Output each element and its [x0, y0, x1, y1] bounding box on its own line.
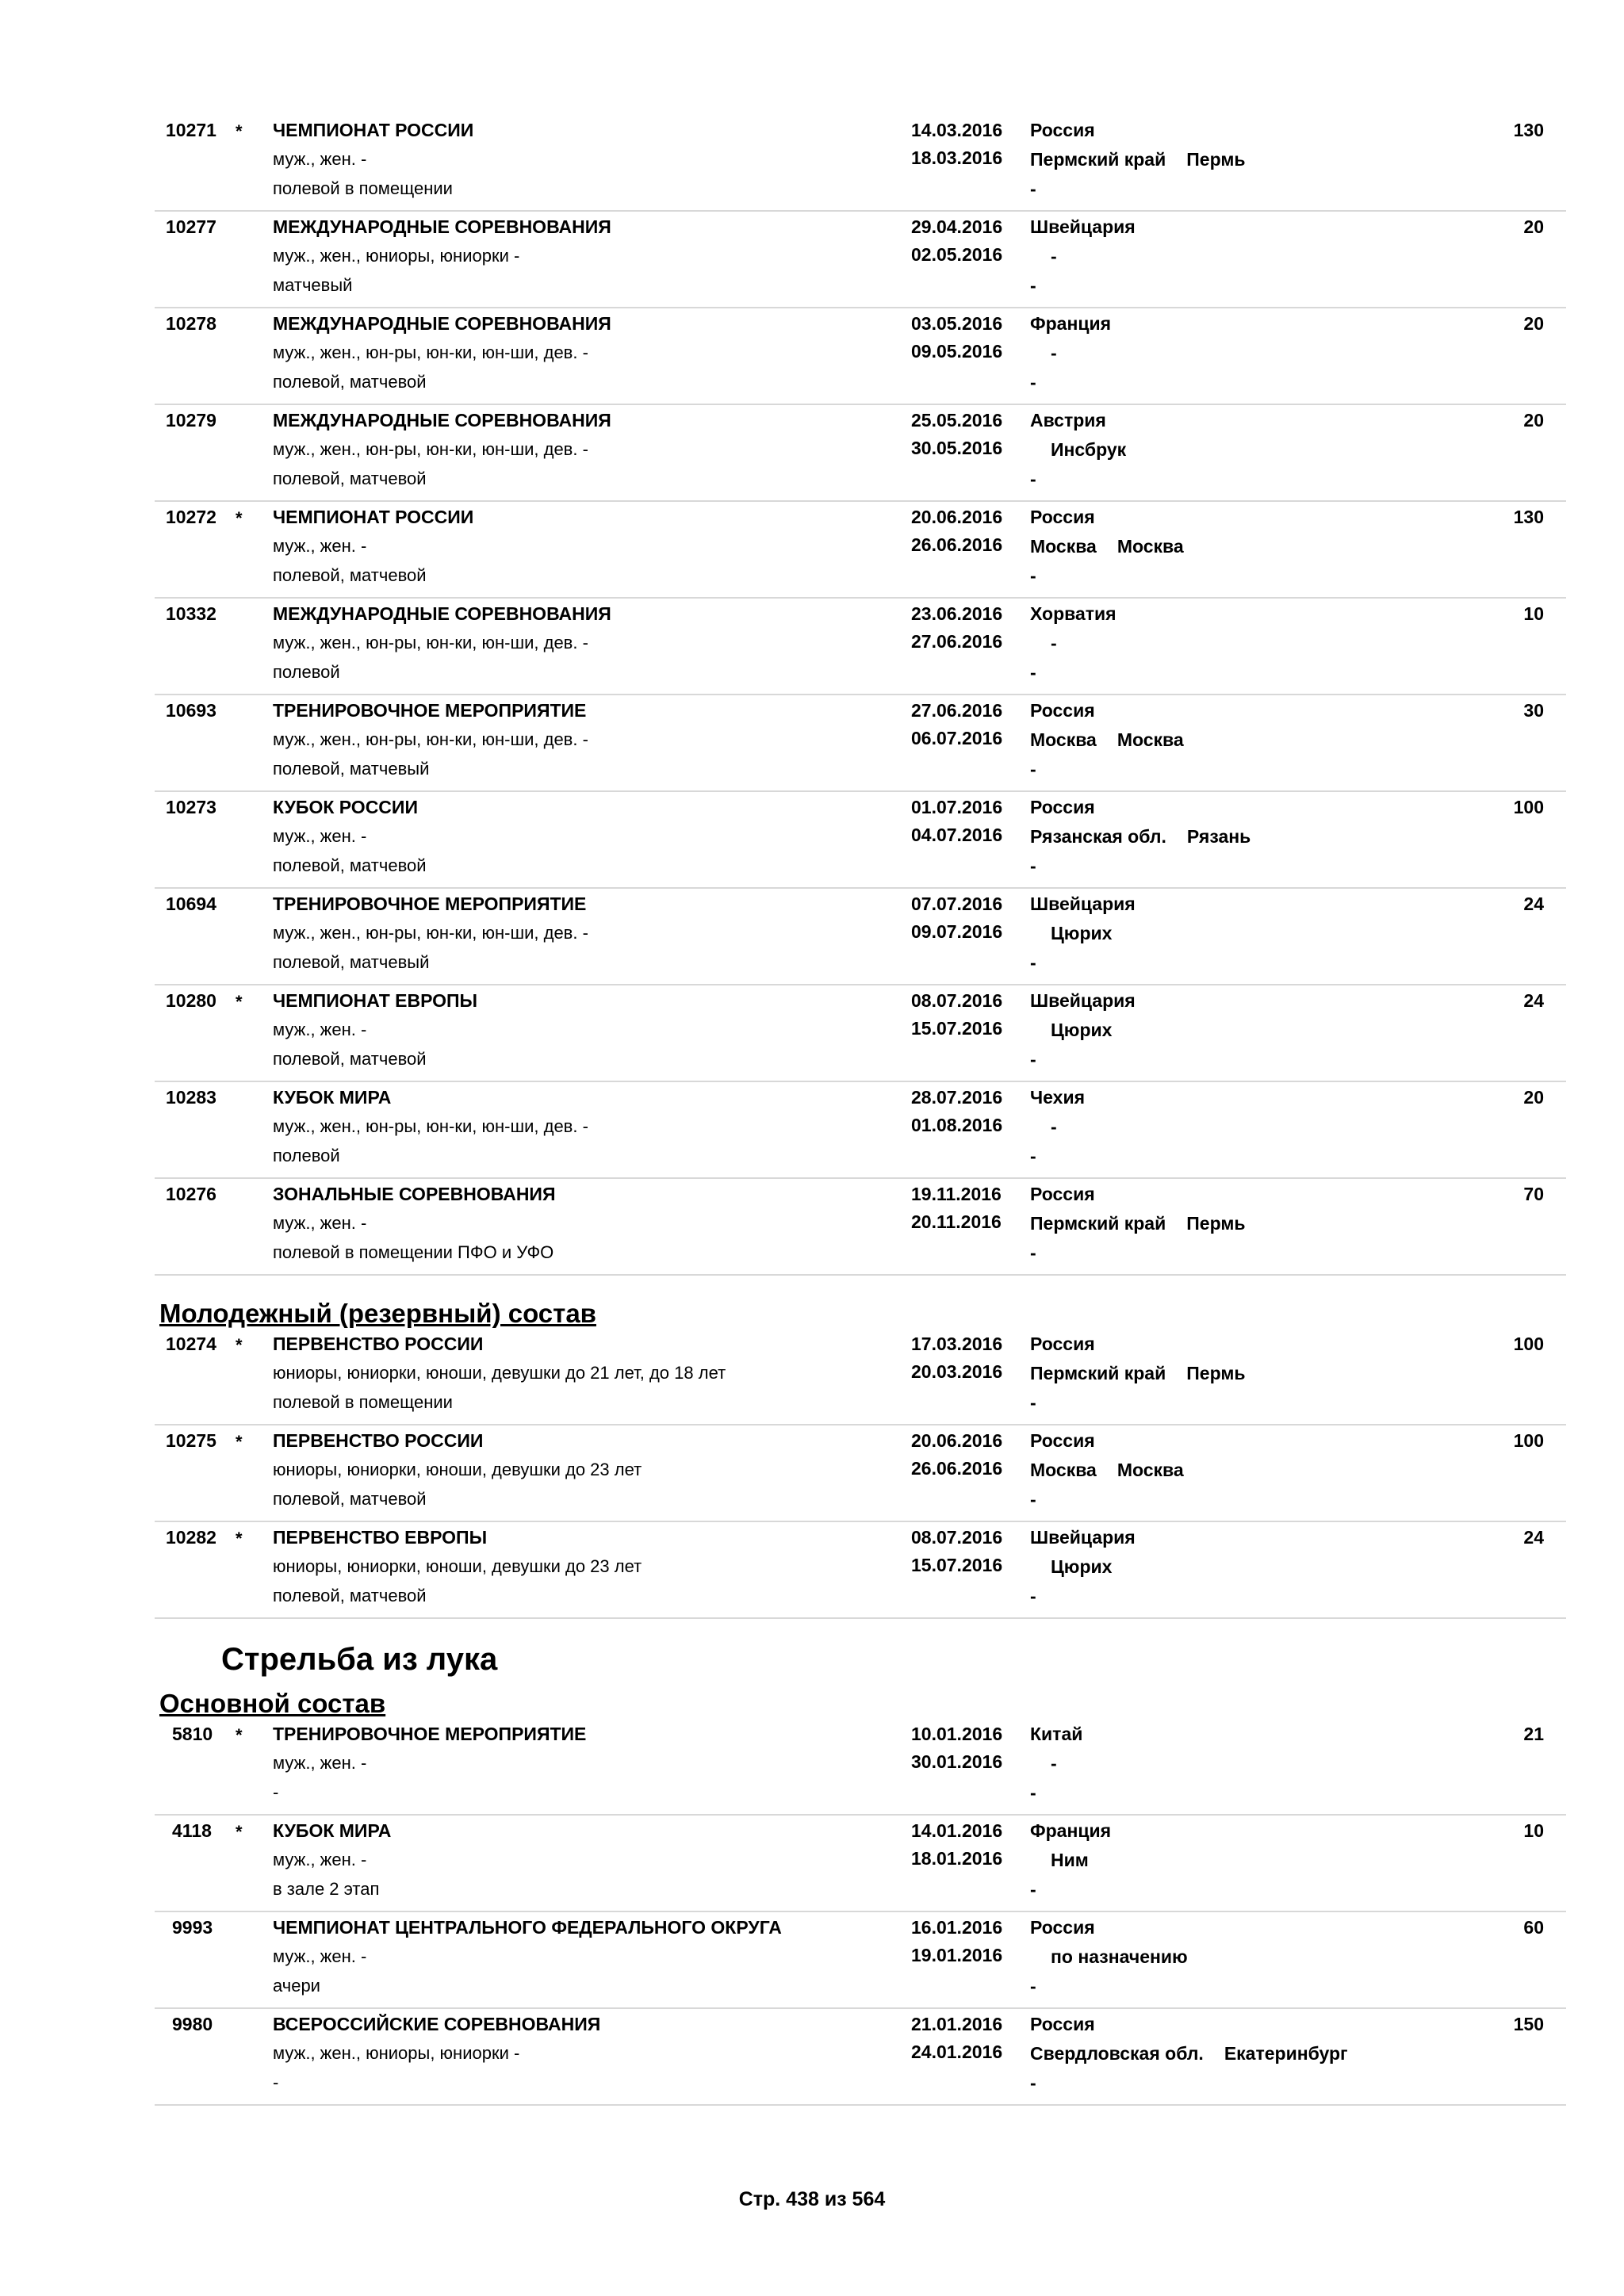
event-location	[1030, 439, 1126, 461]
participant-count: 70	[1523, 1184, 1544, 1204]
date-end: 18.01.2016	[911, 1848, 1003, 1869]
priority-mark: *	[236, 1822, 243, 1842]
event-city: Цюрих	[1051, 923, 1113, 943]
event-region: Пермский край	[1030, 1363, 1166, 1383]
event-discipline: матчевый	[273, 275, 353, 295]
event-city: Москва	[1116, 729, 1184, 750]
date-end: 01.08.2016	[911, 1115, 1003, 1135]
event-country: Россия	[1030, 1917, 1095, 1938]
event-number: 10693	[166, 700, 216, 721]
priority-mark: *	[236, 1432, 243, 1452]
event-entry	[155, 1329, 1566, 1425]
event-country: Швейцария	[1030, 894, 1136, 914]
event-country: Франция	[1030, 313, 1112, 334]
event-venue: -	[1030, 178, 1036, 199]
event-name: МЕЖДУНАРОДНЫЕ СОРЕВНОВАНИЯ	[273, 216, 611, 237]
event-country: Россия	[1030, 797, 1095, 817]
event-number: 10271	[166, 120, 216, 140]
event-number: 10276	[166, 1184, 216, 1204]
event-category: муж., жен., юн-ры, юн-ки, юн-ши, дев. -	[273, 1116, 588, 1136]
event-city: по назначению	[1051, 1946, 1188, 1967]
event-location	[1030, 1213, 1245, 1234]
date-start: 16.01.2016	[911, 1917, 1003, 1938]
event-category: муж., жен. -	[273, 826, 367, 846]
participant-count: 20	[1523, 1087, 1544, 1108]
event-category: муж., жен. -	[273, 1213, 367, 1233]
date-end: 30.05.2016	[911, 438, 1003, 458]
priority-mark: *	[236, 508, 243, 528]
participant-count: 20	[1523, 216, 1544, 237]
event-city: Пермь	[1186, 149, 1246, 170]
date-start: 14.03.2016	[911, 120, 1003, 140]
date-start: 23.06.2016	[911, 603, 1003, 624]
event-number: 10282	[166, 1527, 216, 1548]
event-region: Москва	[1030, 536, 1097, 557]
participant-count: 20	[1523, 410, 1544, 430]
event-city: Пермь	[1186, 1213, 1246, 1234]
event-entry	[155, 212, 1566, 308]
event-category: муж., жен. -	[273, 1753, 367, 1773]
event-discipline: полевой в помещении ПФО и УФО	[273, 1242, 554, 1262]
event-location	[1030, 536, 1184, 557]
event-country: Китай	[1030, 1724, 1083, 1744]
event-country: Франция	[1030, 1820, 1112, 1841]
event-number: 10274	[166, 1334, 216, 1354]
section-subheading: Молодежный (резервный) состав	[159, 1299, 596, 1328]
date-start: 14.01.2016	[911, 1820, 1003, 1841]
date-start: 08.07.2016	[911, 1527, 1003, 1548]
event-category: юниоры, юниорки, юноши, девушки до 23 лет	[273, 1460, 642, 1479]
event-category: муж., жен. -	[273, 1020, 367, 1039]
event-name: МЕЖДУНАРОДНЫЕ СОРЕВНОВАНИЯ	[273, 313, 611, 334]
event-category: муж., жен., юн-ры, юн-ки, юн-ши, дев. -	[273, 633, 588, 652]
event-number: 10275	[166, 1430, 216, 1451]
participant-count: 24	[1523, 1527, 1544, 1548]
event-discipline: полевой, матчевой	[273, 469, 427, 488]
event-region: Пермский край	[1030, 1213, 1166, 1234]
date-end: 27.06.2016	[911, 631, 1003, 652]
event-discipline: -	[273, 1782, 279, 1802]
event-discipline: полевой, матчевой	[273, 1489, 427, 1509]
event-country: Хорватия	[1030, 603, 1116, 624]
event-number: 4118	[172, 1820, 212, 1841]
event-name: ЧЕМПИОНАТ РОССИИ	[273, 120, 474, 140]
date-end: 02.05.2016	[911, 244, 1003, 265]
event-location	[1030, 1020, 1112, 1041]
event-venue: -	[1030, 662, 1036, 683]
event-discipline: полевой, матчевой	[273, 1586, 427, 1605]
date-start: 20.06.2016	[911, 1430, 1003, 1451]
event-venue: -	[1030, 855, 1036, 876]
section-subheading: Основной состав	[159, 1689, 386, 1718]
participant-count: 130	[1513, 120, 1544, 140]
event-venue: -	[1030, 1049, 1036, 1070]
event-category: муж., жен. -	[273, 149, 367, 169]
event-name: КУБОК МИРА	[273, 1087, 392, 1108]
event-venue: -	[1030, 1489, 1036, 1510]
event-venue: -	[1030, 372, 1036, 392]
date-end: 30.01.2016	[911, 1751, 1003, 1772]
event-name: ЧЕМПИОНАТ РОССИИ	[273, 507, 474, 527]
event-entry	[155, 308, 1566, 405]
event-discipline: полевой, матчевой	[273, 1049, 427, 1069]
event-location	[1030, 2043, 1348, 2064]
event-number: 10273	[166, 797, 216, 817]
event-discipline: -	[273, 2072, 279, 2092]
date-start: 21.01.2016	[911, 2014, 1003, 2034]
event-number: 10332	[166, 603, 216, 624]
event-country: Россия	[1030, 1430, 1095, 1451]
event-venue: -	[1030, 275, 1036, 296]
event-name: ПЕРВЕНСТВО ЕВРОПЫ	[273, 1527, 488, 1548]
event-venue: -	[1030, 1242, 1036, 1263]
event-country: Швейцария	[1030, 216, 1136, 237]
event-entry	[155, 405, 1566, 502]
event-name: ТРЕНИРОВОЧНОЕ МЕРОПРИЯТИЕ	[273, 894, 587, 914]
event-entry	[155, 115, 1566, 212]
event-entry	[155, 1082, 1566, 1179]
event-city: Ним	[1051, 1850, 1089, 1870]
event-region: Москва	[1030, 1460, 1097, 1480]
date-start: 27.06.2016	[911, 700, 1003, 721]
participant-count: 20	[1523, 313, 1544, 334]
event-region: Рязанская обл.	[1030, 826, 1166, 847]
event-entry	[155, 1179, 1566, 1276]
event-discipline: полевой, матчевой	[273, 855, 427, 875]
event-venue: -	[1030, 565, 1036, 586]
event-location	[1030, 1363, 1245, 1384]
page-number: Стр. 438 из 564	[738, 2188, 886, 2210]
event-city: -	[1051, 1753, 1057, 1774]
event-entry	[155, 1912, 1566, 2009]
priority-mark: *	[236, 121, 243, 141]
event-location	[1030, 246, 1057, 267]
event-city: -	[1051, 246, 1057, 266]
participant-count: 21	[1523, 1724, 1544, 1744]
event-venue: -	[1030, 1976, 1036, 1996]
event-name: ВСЕРОССИЙСКИЕ СОРЕВНОВАНИЯ	[273, 2014, 601, 2034]
event-city: Пермь	[1186, 1363, 1246, 1383]
participant-count: 100	[1513, 1430, 1544, 1451]
date-end: 15.07.2016	[911, 1555, 1003, 1575]
event-entry	[155, 599, 1566, 695]
event-number: 10694	[166, 894, 216, 914]
event-entry	[155, 1425, 1566, 1522]
priority-mark: *	[236, 1725, 243, 1745]
event-discipline: полевой	[273, 1146, 340, 1165]
event-name: ЧЕМПИОНАТ ЕВРОПЫ	[273, 990, 478, 1011]
priority-mark: *	[236, 1335, 243, 1355]
event-city: -	[1051, 633, 1057, 653]
event-location	[1030, 149, 1245, 170]
event-entry	[155, 1816, 1566, 1912]
event-discipline: в зале 2 этап	[273, 1879, 380, 1899]
event-discipline: полевой, матчевый	[273, 759, 430, 779]
event-category: юниоры, юниорки, юноши, девушки до 23 лет	[273, 1556, 642, 1576]
event-category: муж., жен. -	[273, 1850, 367, 1869]
event-venue: -	[1030, 759, 1036, 779]
date-end: 19.01.2016	[911, 1945, 1003, 1965]
event-number: 9980	[172, 2014, 213, 2034]
participant-count: 30	[1523, 700, 1544, 721]
date-end: 09.07.2016	[911, 921, 1003, 942]
event-city: -	[1051, 342, 1057, 363]
event-discipline: полевой, матчевой	[273, 565, 427, 585]
event-number: 10283	[166, 1087, 216, 1108]
event-entry	[155, 792, 1566, 889]
event-region: Свердловская обл.	[1030, 2043, 1204, 2064]
event-country: Швейцария	[1030, 1527, 1136, 1548]
event-number: 10277	[166, 216, 216, 237]
date-end: 04.07.2016	[911, 825, 1003, 845]
date-end: 26.06.2016	[911, 1458, 1003, 1479]
event-number: 10272	[166, 507, 216, 527]
event-category: муж., жен. -	[273, 536, 367, 556]
event-discipline: полевой, матчевой	[273, 372, 427, 392]
participant-count: 100	[1513, 797, 1544, 817]
participant-count: 10	[1523, 1820, 1544, 1841]
event-location	[1030, 1556, 1112, 1578]
event-country: Австрия	[1030, 410, 1106, 430]
date-end: 06.07.2016	[911, 728, 1003, 748]
event-country: Чехия	[1030, 1087, 1085, 1108]
event-country: Россия	[1030, 507, 1095, 527]
date-start: 17.03.2016	[911, 1334, 1003, 1354]
event-category: муж., жен., юниоры, юниорки -	[273, 2043, 520, 2063]
date-start: 10.01.2016	[911, 1724, 1003, 1744]
event-name: ЧЕМПИОНАТ ЦЕНТРАЛЬНОГО ФЕДЕРАЛЬНОГО ОКРУГА	[273, 1917, 782, 1938]
event-category: юниоры, юниорки, юноши, девушки до 21 лет, до 18 лет	[273, 1363, 726, 1383]
event-entry	[155, 2009, 1566, 2106]
event-location	[1030, 1946, 1188, 1968]
event-name: ТРЕНИРОВОЧНОЕ МЕРОПРИЯТИЕ	[273, 700, 587, 721]
event-country: Россия	[1030, 1334, 1095, 1354]
event-venue: -	[1030, 1879, 1036, 1900]
date-start: 25.05.2016	[911, 410, 1003, 430]
event-discipline: полевой	[273, 662, 340, 682]
event-city: Цюрих	[1051, 1020, 1113, 1040]
event-country: Россия	[1030, 700, 1095, 721]
date-start: 07.07.2016	[911, 894, 1003, 914]
date-start: 08.07.2016	[911, 990, 1003, 1011]
event-name: МЕЖДУНАРОДНЫЕ СОРЕВНОВАНИЯ	[273, 603, 611, 624]
event-name: КУБОК МИРА	[273, 1820, 392, 1841]
event-location	[1030, 633, 1057, 654]
participant-count: 24	[1523, 894, 1544, 914]
event-city: Инсбрук	[1051, 439, 1127, 460]
event-region: Пермский край	[1030, 149, 1166, 170]
date-end: 26.06.2016	[911, 534, 1003, 555]
event-number: 9993	[172, 1917, 213, 1938]
event-category: муж., жен., юн-ры, юн-ки, юн-ши, дев. -	[273, 923, 588, 943]
date-end: 20.03.2016	[911, 1361, 1003, 1382]
event-name: КУБОК РОССИИ	[273, 797, 418, 817]
event-number: 10278	[166, 313, 216, 334]
event-country: Россия	[1030, 1184, 1095, 1204]
participant-count: 10	[1523, 603, 1544, 624]
event-city: Рязань	[1186, 826, 1251, 847]
date-start: 01.07.2016	[911, 797, 1003, 817]
event-location	[1030, 1850, 1089, 1871]
date-end: 09.05.2016	[911, 341, 1003, 362]
event-venue: -	[1030, 1392, 1036, 1413]
event-discipline: полевой в помещении	[273, 1392, 453, 1412]
event-number: 5810	[172, 1724, 213, 1744]
event-city: Москва	[1116, 1460, 1184, 1480]
priority-mark: *	[236, 992, 243, 1012]
event-entry	[155, 1719, 1566, 1816]
event-location	[1030, 923, 1112, 944]
participant-count: 60	[1523, 1917, 1544, 1938]
event-venue: -	[1030, 469, 1036, 489]
event-city: -	[1051, 1116, 1057, 1137]
event-name: ТРЕНИРОВОЧНОЕ МЕРОПРИЯТИЕ	[273, 1724, 587, 1744]
event-name: МЕЖДУНАРОДНЫЕ СОРЕВНОВАНИЯ	[273, 410, 611, 430]
event-discipline: полевой в помещении	[273, 178, 453, 198]
event-entry	[155, 985, 1566, 1082]
event-entry	[155, 695, 1566, 792]
event-region: Москва	[1030, 729, 1097, 750]
event-name: ЗОНАЛЬНЫЕ СОРЕВНОВАНИЯ	[273, 1184, 556, 1204]
sport-heading: Стрельба из лука	[221, 1642, 498, 1677]
event-location	[1030, 342, 1057, 364]
event-number: 10280	[166, 990, 216, 1011]
event-entry	[155, 502, 1566, 599]
event-venue: -	[1030, 1782, 1036, 1803]
event-venue: -	[1030, 1586, 1036, 1606]
event-location	[1030, 1753, 1057, 1774]
event-category: муж., жен. -	[273, 1946, 367, 1966]
event-city: Москва	[1116, 536, 1184, 557]
event-location	[1030, 1460, 1184, 1481]
event-venue: -	[1030, 1146, 1036, 1166]
date-end: 18.03.2016	[911, 147, 1003, 168]
event-number: 10279	[166, 410, 216, 430]
event-name: ПЕРВЕНСТВО РОССИИ	[273, 1430, 484, 1451]
participant-count: 100	[1513, 1334, 1544, 1354]
event-location	[1030, 729, 1184, 751]
event-discipline: полевой, матчевый	[273, 952, 430, 972]
event-country: Россия	[1030, 2014, 1095, 2034]
event-venue: -	[1030, 2072, 1036, 2093]
event-entry	[155, 1522, 1566, 1619]
date-end: 20.11.2016	[911, 1211, 1002, 1232]
event-category: муж., жен., юн-ры, юн-ки, юн-ши, дев. -	[273, 729, 588, 749]
event-category: муж., жен., юн-ры, юн-ки, юн-ши, дев. -	[273, 439, 588, 459]
event-location	[1030, 826, 1251, 848]
participant-count: 130	[1513, 507, 1544, 527]
event-country: Россия	[1030, 120, 1095, 140]
event-category: муж., жен., юниоры, юниорки -	[273, 246, 520, 266]
event-name: ПЕРВЕНСТВО РОССИИ	[273, 1334, 484, 1354]
date-start: 03.05.2016	[911, 313, 1003, 334]
event-city: Екатеринбург	[1224, 2043, 1348, 2064]
event-entry	[155, 889, 1566, 985]
date-end: 15.07.2016	[911, 1018, 1003, 1039]
calendar-document	[155, 115, 1566, 2106]
date-end: 24.01.2016	[911, 2042, 1003, 2062]
event-location	[1030, 1116, 1057, 1138]
participant-count: 150	[1513, 2014, 1544, 2034]
date-start: 20.06.2016	[911, 507, 1003, 527]
event-city: Цюрих	[1051, 1556, 1113, 1577]
event-venue: -	[1030, 952, 1036, 973]
date-start: 29.04.2016	[911, 216, 1003, 237]
event-discipline: ачери	[273, 1976, 320, 1996]
participant-count: 24	[1523, 990, 1544, 1011]
date-start: 28.07.2016	[911, 1087, 1003, 1108]
event-category: муж., жен., юн-ры, юн-ки, юн-ши, дев. -	[273, 342, 588, 362]
event-country: Швейцария	[1030, 990, 1136, 1011]
date-start: 19.11.2016	[911, 1184, 1002, 1204]
priority-mark: *	[236, 1529, 243, 1548]
